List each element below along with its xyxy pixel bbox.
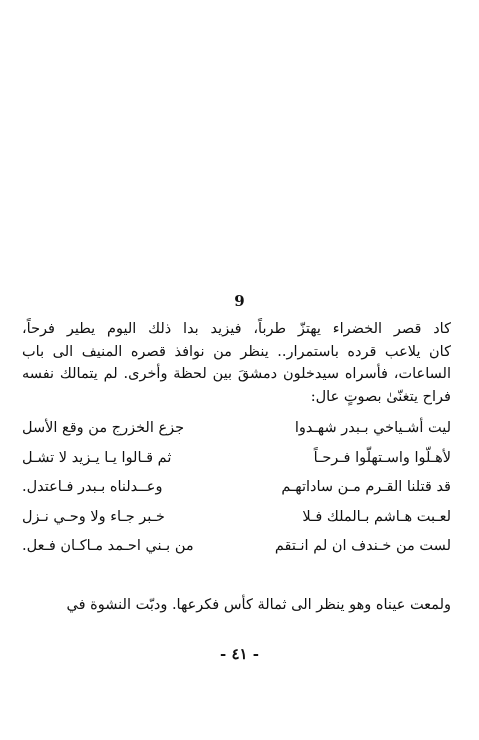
verse-second-hemistich: جزع الخزرج من وقع الأسل (22, 420, 185, 436)
verse-second-hemistich: خـبر جـاء ولا وحـي نـزل (22, 508, 165, 525)
page-number: - ٤١ - (219, 645, 260, 663)
verse (22, 414, 451, 444)
verse-first-hemistich: لست من خـندف ان لم انـتقم (274, 538, 451, 554)
paragraph-line: الساعات، فأسراه سيدخلون دمشقَ بين لحظة وأخرى. لم يتمالك نفسه (22, 366, 451, 382)
opening-paragraph (22, 318, 451, 408)
verse-second-hemistich: من بـني احـمد مـاكـان فـعل. (22, 538, 194, 554)
section-number: 9 (234, 292, 245, 310)
verse (22, 532, 451, 562)
verse-first-hemistich: ليت أشـياخي بـبدر شهـدوا (294, 420, 451, 436)
verse-first-hemistich: قد قتلنا القـرم مـن ساداتهـم (281, 479, 451, 495)
verse (22, 444, 451, 474)
paragraph-line: فراح يتغنّىٰ بصوتٍ عال: (310, 388, 451, 405)
verse (22, 503, 451, 533)
verse (22, 473, 451, 503)
verse-second-hemistich: وعــدلناه بـبدر فـاعتدل. (22, 479, 163, 495)
closing-line: ولمعت عيناه وهو ينظر الى ثمالة كأس فكرعها. ودبّت النشوة في (66, 597, 451, 613)
verse-second-hemistich: ثم قـالوا يـا يـزيد لا تشـل (22, 449, 172, 466)
paragraph-line: كان يلاعب قرده باستمرار.. ينظر من نوافذ قصره المنيف الى باب (22, 343, 451, 360)
paragraph-line: كاد قصر الخضراء يهتزّ طرباً، فيزيد بدا ذلك اليوم يطير فرحاً، (22, 321, 451, 337)
verse-first-hemistich: لعـبت هـاشم بـالملك فـلا (302, 508, 451, 525)
verse-first-hemistich: لأهـلّوا واسـتهلّوا فـرحـاً (313, 449, 451, 466)
poem-verses (22, 414, 451, 562)
